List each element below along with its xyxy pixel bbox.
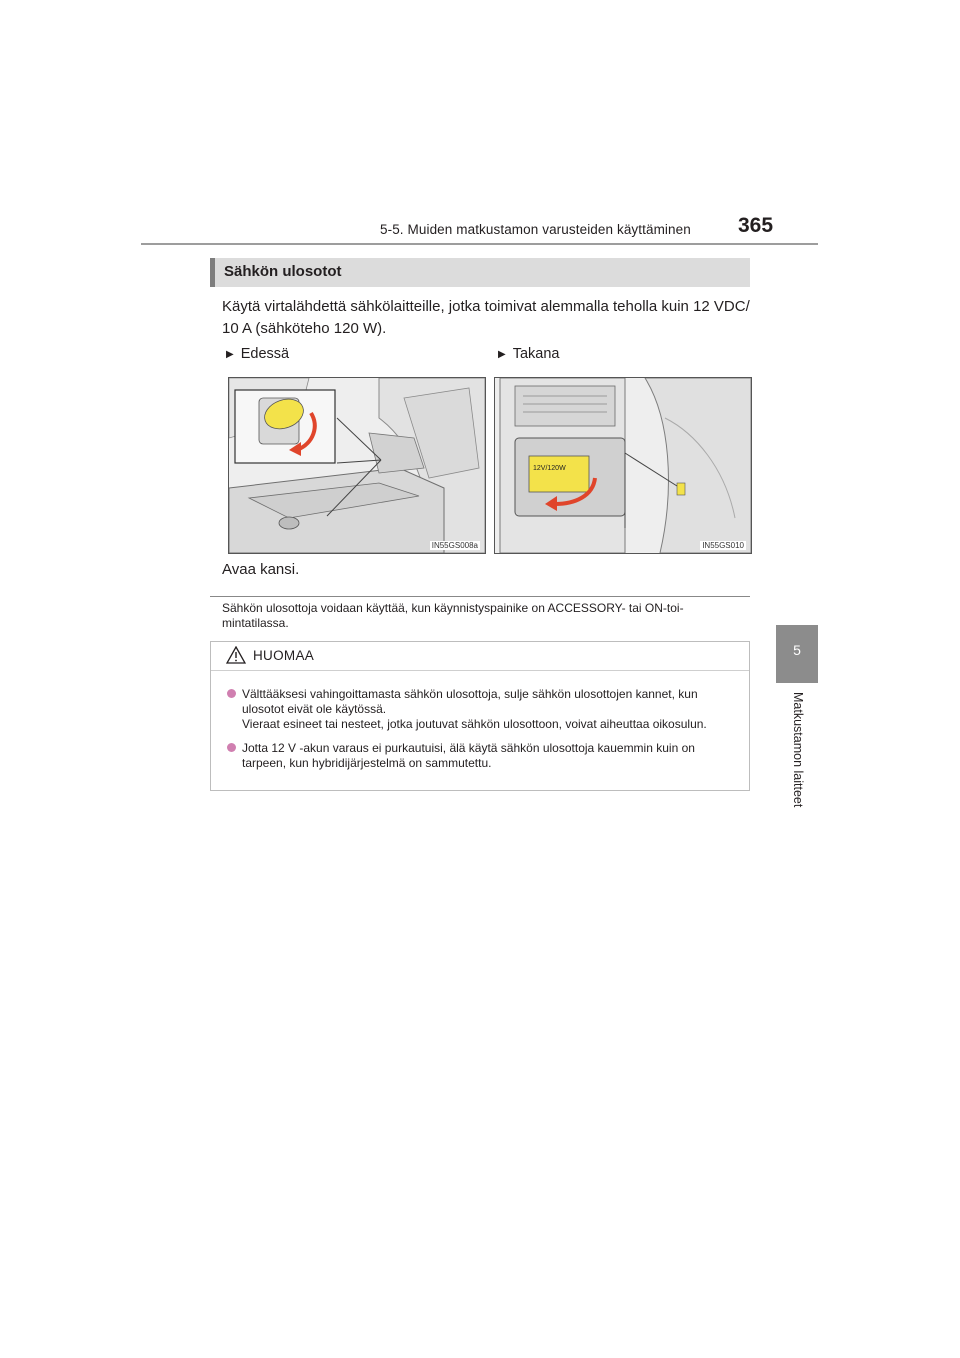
caution-bullet-1: Välttääksesi vahingoittamasta sähkön ulosottoja, sulje sähkön ulosottojen kannet, kun ulosotot eivät ole käytössä. Vieraat esineet tai nesteet, jotka joutuvat sähkön ulosottoon, voivat aiheuttaa oikosulun. [242,687,747,732]
warning-triangle-icon [226,646,246,664]
rear-figure-code: IN55GS010 [702,541,744,550]
triangle-right-icon: ▶ [226,349,234,360]
caution-title: HUOMAA [253,648,315,663]
page-number: 365 [738,214,774,237]
bullet-dot-icon [227,689,236,698]
usage-note [222,601,750,631]
front-outlet-illustration [228,377,486,554]
section-heading-accent [210,258,215,287]
triangle-right-icon: ▶ [498,349,506,360]
bullet-dot-icon [227,743,236,752]
note-line-2: mintatilassa. [222,616,289,630]
section-title: Sähkön ulosotot [224,263,342,280]
intro-line-2: 10 A (sähköteho 120 W). [222,320,387,337]
header-section-title: 5-5. Muiden matkustamon varusteiden käyttäminen [380,222,691,237]
section-intro [222,296,750,340]
front-figure-code: IN55GS008a [431,541,478,550]
note-divider [210,596,750,597]
rear-outlet-label: 12V/120W [533,465,566,472]
step-instruction: Avaa kansi. [222,561,300,578]
header-rule [141,243,818,245]
caution-header-divider [211,670,749,671]
rear-outlet-illustration [494,377,752,554]
chapter-label: Matkustamon laitteet [791,692,805,808]
caution-bullet-2: Jotta 12 V -akun varaus ei purkautuisi, älä käytä sähkön ulosottoja kauemmin kuin on tarpeen, kun hybridijärjestelmä on sammutettu. [242,741,747,771]
intro-line-1: Käytä virtalähdettä sähkölaitteille, jotka toimivat alemmalla teholla kuin 12 VDC/ [222,298,750,315]
note-line-1: Sähkön ulosottoja voidaan käyttää, kun käynnistyspainike on ACCESSORY- tai ON-toi- [222,601,684,615]
rear-view-label: ▶ Takana [498,346,560,362]
chapter-number: 5 [793,642,801,658]
front-view-label: ▶ Edessä [226,346,290,362]
